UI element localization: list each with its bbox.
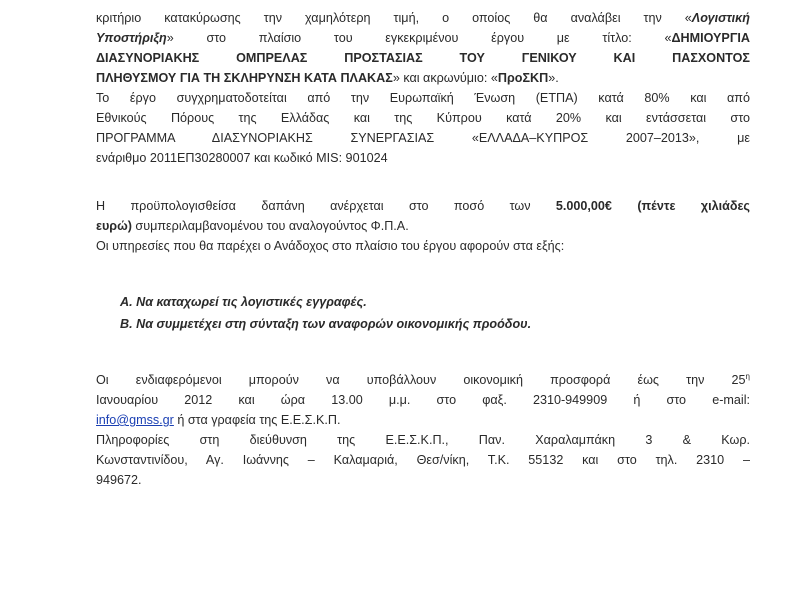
para-5-line-2: Κωνσταντινίδου, Αγ. Ιωάννης – Καλαμαριά, Θεσ/νίκη, Τ.Κ. 55132 και στο τηλ. 2310 – [96,453,750,467]
email-link[interactable]: info@gmss.gr [96,413,174,427]
para-1-line-4 [96,70,750,86]
para-1-line-1 [96,10,750,26]
text-span: κριτήριο κατακύρωσης την χαμηλότερη τιμή, ο οποίος θα αναλάβει την « [96,11,692,25]
para-1-line-2 [96,30,750,46]
para-2-line-1: Το έργο συγχρηματοδοτείται από την Ευρωπαϊκή Ένωση (ΕΤΠΑ) κατά 80% και από [96,91,750,105]
text-span: Οι ενδιαφερόμενοι μπορούν να υποβάλλουν οικονομική προσφορά έως την 25 [96,373,746,387]
list-item-b: Β. Να συμμετέχει στη σύνταξη των αναφορών οικονομικής προόδου. [120,317,532,331]
para-2-line-4: ενάριθμο 2011ΕΠ30280007 και κωδικό MIS: 901024 [96,151,388,165]
para-4-line-2: Ιανουαρίου 2012 και ώρα 13.00 μ.μ. στο φαξ. 2310-949909 ή στο e-mail: [96,393,750,407]
text-span: » στο πλαίσιο του εγκεκριμένου έργου με τίτλο: « [166,31,672,45]
para-3-line-3: Οι υπηρεσίες που θα παρέχει ο Ανάδοχος στο πλαίσιο του έργου αφορούν στα εξής: [96,239,565,253]
superscript: η [745,371,750,381]
text-span: ». [548,71,559,85]
para-4-line-3 [96,412,750,428]
text-span: » και ακρωνύμιο: « [392,71,498,85]
text-span: Η προϋπολογισθείσα δαπάνη ανέρχεται στο ποσό των [96,199,556,213]
acronym-bold: ΠροΣΚΠ [497,71,549,85]
para-5-line-3: 949672. [96,473,142,487]
list-item-a: Α. Να καταχωρεί τις λογιστικές εγγραφές. [120,295,367,309]
para-2-line-2: Εθνικούς Πόρους της Ελλάδας και της Κύπρου κατά 20% και εντάσσεται στο [96,111,750,125]
service-title-bold: Υποστήριξη [96,31,167,45]
para-1-line-3: ΔΙΑΣΥΝΟΡΙΑΚΗΣ ΟΜΠΡΕΛΑΣ ΠΡΟΣΤΑΣΙΑΣ ΤΟΥ ΓΕΝΙΚΟΥ ΚΑΙ ΠΑΣΧΟΝΤΟΣ [96,51,750,65]
project-title-bold: ΠΛΗΘΥΣΜΟΥ ΓΙΑ ΤΗ ΣΚΛΗΡΥΝΣΗ ΚΑΤΑ ΠΛΑΚΑΣ [96,71,393,85]
para-4-line-1 [96,372,750,388]
para-2-line-3: ΠΡΟΓΡΑΜΜΑ ΔΙΑΣΥΝΟΡΙΑΚΗΣ ΣΥΝΕΡΓΑΣΙΑΣ «ΕΛΛΑΔΑ–ΚΥΠΡΟΣ 2007–2013», με [96,131,750,145]
para-5-line-1: Πληροφορίες στη διεύθυνση της Ε.Ε.Σ.Κ.Π., Παν. Χαραλαμπάκη 3 & Κωρ. [96,433,750,447]
para-3-line-1 [96,198,750,214]
para-3-line-2 [96,218,750,234]
text-span: συμπεριλαμβανομένου του αναλογούντος Φ.Π.Α. [131,219,409,233]
budget-amount-bold: ευρώ) [96,219,132,233]
project-title-bold: ΔΗΜΙΟΥΡΓΙΑ [671,31,750,45]
service-title-bold: Λογιστική [691,11,750,25]
budget-amount-bold: 5.000,00€ (πέντε χιλιάδες [555,199,750,213]
text-span: ή στα γραφεία της Ε.Ε.Σ.Κ.Π. [173,413,341,427]
